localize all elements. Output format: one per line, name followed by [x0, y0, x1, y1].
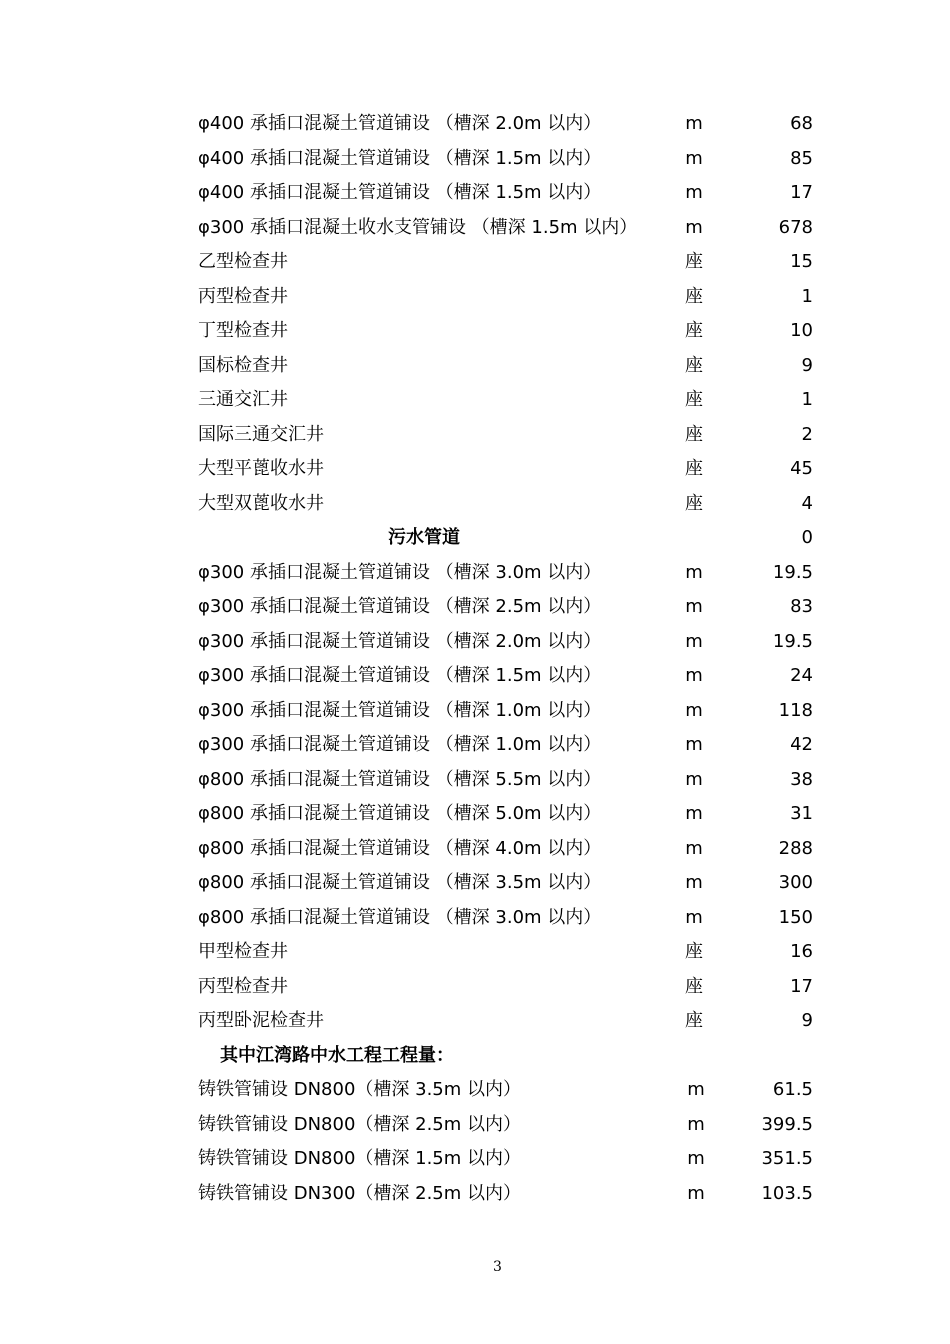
table-row: [0, 349, 950, 384]
item-quantity: 10: [790, 320, 813, 341]
item-quantity: 19.5: [772, 561, 813, 583]
table-row: [0, 694, 950, 729]
item-unit: 座: [685, 458, 703, 479]
item-description: φ800 承插口混凝土管道铺设 （槽深 3.5m 以内）: [198, 872, 602, 893]
item-quantity: 83: [790, 596, 813, 617]
item-quantity: 2: [801, 423, 813, 445]
table-row: [0, 1073, 950, 1108]
item-unit: 座: [685, 423, 703, 445]
item-unit: m: [687, 1079, 705, 1100]
table-row: [0, 1004, 950, 1039]
item-unit: m: [685, 837, 703, 859]
item-unit: m: [685, 630, 703, 652]
table-row: [0, 832, 950, 867]
item-description: 丁型检查井: [198, 320, 288, 341]
table-row: [0, 970, 950, 1005]
quantity-list: [0, 107, 950, 1211]
item-unit: m: [685, 665, 703, 686]
item-unit: m: [685, 768, 703, 790]
item-unit: m: [687, 1148, 705, 1169]
item-quantity: 17: [790, 182, 813, 203]
item-quantity: 9: [801, 354, 813, 376]
table-row: [0, 935, 950, 970]
item-description: φ800 承插口混凝土管道铺设 （槽深 5.5m 以内）: [198, 768, 602, 790]
item-description: 铸铁管铺设 DN800（槽深 1.5m 以内）: [198, 1148, 522, 1169]
item-unit: m: [685, 216, 703, 238]
item-quantity: 399.5: [761, 1113, 813, 1135]
item-description: 国际三通交汇井: [198, 423, 324, 445]
item-unit: 座: [685, 492, 703, 514]
table-row: [0, 211, 950, 246]
item-quantity: 15: [790, 251, 813, 272]
item-unit: m: [685, 803, 703, 824]
item-description: φ300 承插口混凝土管道铺设 （槽深 1.0m 以内）: [198, 734, 602, 755]
item-quantity: 16: [790, 941, 813, 962]
item-quantity: 150: [778, 906, 813, 928]
item-quantity: 68: [790, 113, 813, 134]
item-quantity: 31: [790, 803, 813, 824]
item-quantity: 9: [801, 1010, 813, 1031]
item-description: φ300 承插口混凝土管道铺设 （槽深 1.0m 以内）: [198, 699, 602, 721]
item-quantity: 103.5: [761, 1182, 813, 1204]
item-unit: m: [685, 596, 703, 617]
item-description: 丙型检查井: [198, 975, 288, 997]
item-quantity: 0: [801, 527, 813, 548]
subtotal-heading-row: [0, 1039, 950, 1074]
item-description: 国标检查井: [198, 354, 288, 376]
item-description: φ300 承插口混凝土管道铺设 （槽深 2.5m 以内）: [198, 596, 602, 617]
item-description: 三通交汇井: [198, 389, 288, 410]
table-row: [0, 1177, 950, 1212]
item-description: φ300 承插口混凝土管道铺设 （槽深 2.0m 以内）: [198, 630, 602, 652]
item-description: φ300 承插口混凝土管道铺设 （槽深 3.0m 以内）: [198, 561, 602, 583]
item-unit: m: [685, 147, 703, 169]
item-quantity: 42: [790, 734, 813, 755]
table-row: [0, 866, 950, 901]
item-quantity: 351.5: [761, 1148, 813, 1169]
item-unit: m: [685, 906, 703, 928]
item-description: 乙型检查井: [198, 251, 288, 272]
table-row: [0, 176, 950, 211]
item-quantity: 61.5: [772, 1079, 813, 1100]
item-description: 大型双蓖收水井: [198, 492, 324, 514]
item-description: φ800 承插口混凝土管道铺设 （槽深 5.0m 以内）: [198, 803, 602, 824]
item-description: 丙型检查井: [198, 285, 288, 307]
item-quantity: 38: [790, 768, 813, 790]
item-quantity: 85: [790, 147, 813, 169]
item-description: φ400 承插口混凝土管道铺设 （槽深 2.0m 以内）: [198, 113, 602, 134]
item-description: 大型平蓖收水井: [198, 458, 324, 479]
item-description: 其中江湾路中水工程工程量：: [220, 1044, 454, 1066]
section-heading-row: [0, 521, 950, 556]
table-row: [0, 659, 950, 694]
table-row: [0, 728, 950, 763]
item-unit: m: [685, 113, 703, 134]
item-description: φ400 承插口混凝土管道铺设 （槽深 1.5m 以内）: [198, 147, 602, 169]
page-number: 3: [493, 1259, 502, 1275]
item-quantity: 24: [790, 665, 813, 686]
item-unit: 座: [685, 320, 703, 341]
table-row: [0, 1142, 950, 1177]
item-quantity: 1: [801, 285, 813, 307]
table-row: [0, 487, 950, 522]
item-quantity: 4: [801, 492, 813, 514]
table-row: [0, 1108, 950, 1143]
table-row: [0, 107, 950, 142]
item-unit: 座: [685, 941, 703, 962]
table-row: [0, 556, 950, 591]
item-description: 丙型卧泥检查井: [198, 1010, 324, 1031]
table-row: [0, 314, 950, 349]
table-row: [0, 590, 950, 625]
item-unit: 座: [685, 354, 703, 376]
item-quantity: 300: [778, 872, 813, 893]
table-row: [0, 383, 950, 418]
table-row: [0, 142, 950, 177]
item-unit: m: [685, 872, 703, 893]
item-unit: 座: [685, 389, 703, 410]
item-unit: m: [687, 1182, 705, 1204]
item-description: 铸铁管铺设 DN300（槽深 2.5m 以内）: [198, 1182, 522, 1204]
table-row: [0, 797, 950, 832]
table-row: [0, 280, 950, 315]
item-unit: m: [685, 561, 703, 583]
item-unit: 座: [685, 285, 703, 307]
item-quantity: 17: [790, 975, 813, 997]
item-description: φ800 承插口混凝土管道铺设 （槽深 3.0m 以内）: [198, 906, 602, 928]
item-description: 铸铁管铺设 DN800（槽深 2.5m 以内）: [198, 1113, 522, 1135]
item-description: φ300 承插口混凝土管道铺设 （槽深 1.5m 以内）: [198, 665, 602, 686]
item-description: φ400 承插口混凝土管道铺设 （槽深 1.5m 以内）: [198, 182, 602, 203]
item-unit: 座: [685, 251, 703, 272]
table-row: [0, 245, 950, 280]
item-quantity: 45: [790, 458, 813, 479]
item-quantity: 288: [778, 837, 813, 859]
item-description: 污水管道: [388, 527, 460, 548]
item-unit: m: [685, 699, 703, 721]
item-quantity: 118: [778, 699, 813, 721]
table-row: [0, 418, 950, 453]
item-description: 铸铁管铺设 DN800（槽深 3.5m 以内）: [198, 1079, 522, 1100]
item-description: φ800 承插口混凝土管道铺设 （槽深 4.0m 以内）: [198, 837, 602, 859]
table-row: [0, 763, 950, 798]
item-unit: 座: [685, 975, 703, 997]
table-row: [0, 901, 950, 936]
item-quantity: 19.5: [772, 630, 813, 652]
item-quantity: 1: [801, 389, 813, 410]
item-quantity: 678: [778, 216, 813, 238]
item-unit: 座: [685, 1010, 703, 1031]
item-description: 甲型检查井: [198, 941, 288, 962]
item-unit: m: [687, 1113, 705, 1135]
item-unit: m: [685, 734, 703, 755]
item-unit: m: [685, 182, 703, 203]
item-description: φ300 承插口混凝土收水支管铺设 （槽深 1.5m 以内）: [198, 216, 638, 238]
table-row: [0, 625, 950, 660]
table-row: [0, 452, 950, 487]
